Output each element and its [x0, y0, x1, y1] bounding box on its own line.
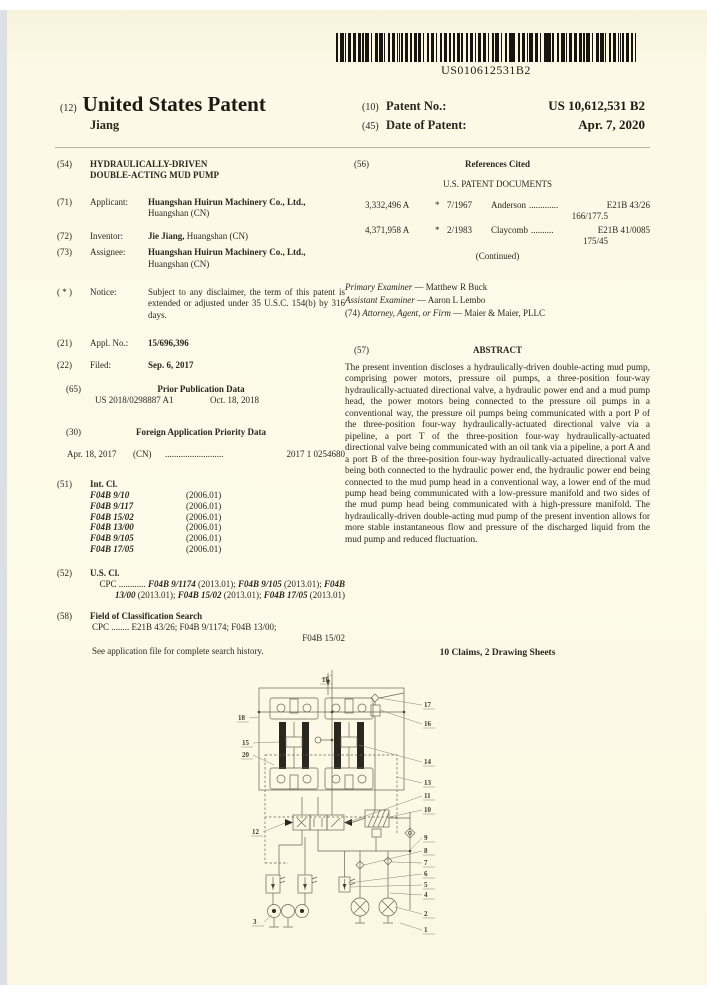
reference-row: [345, 225, 650, 248]
foreign-priority-entry: [67, 449, 345, 460]
publication-number: US 2018/0298887 A1: [95, 394, 174, 405]
ref-star: *: [435, 225, 440, 235]
reference-line1: [345, 200, 650, 211]
assignee-location: Huangshan (CN): [148, 258, 210, 269]
patent-date-row: [362, 116, 645, 135]
field-code: (72): [57, 231, 72, 242]
ref-date: 2/1983: [447, 225, 473, 235]
assistant-examiner-value: — Aaron L Lembo: [417, 295, 486, 305]
int-cl-entry: [90, 501, 345, 512]
field-code: (74): [345, 308, 360, 318]
field-code: (56): [354, 159, 369, 169]
notice-label: Notice:: [90, 287, 117, 298]
int-cl-class: F04B 9/105: [90, 533, 134, 544]
masthead-left: [60, 92, 350, 133]
appl-no-value: 15/696,396: [148, 337, 189, 348]
int-cl-entry: [90, 490, 345, 501]
callout-10: 10: [424, 806, 431, 814]
barcode-bars-icon: [336, 33, 636, 62]
field-notice: [57, 287, 345, 321]
publication-date: Oct. 18, 2018: [210, 394, 259, 405]
int-cl-class: F04B 13/00: [90, 522, 134, 533]
priority-number: 2017 1 0254680: [286, 449, 345, 460]
primary-examiner-value: — Matthew R Buck: [414, 282, 488, 292]
barcode-text: US010612531B2: [441, 63, 531, 77]
patent-no-label: Patent No.:: [386, 99, 447, 113]
field-title: [57, 159, 345, 182]
foreign-priority-heading: Foreign Application Priority Data: [135, 427, 267, 438]
int-cl-entry: [90, 533, 345, 544]
field-code: (58): [57, 610, 72, 621]
fcs-line1: CPC ........ E21B 43/26; F04B 9/1174; F04B 13/00;: [92, 622, 277, 633]
priority-date: Apr. 18, 2017: [67, 449, 117, 460]
callout-6: 6: [424, 870, 428, 878]
callout-3: 3: [253, 918, 257, 926]
int-cl-entry: [90, 544, 345, 555]
ref-name: Claycomb: [491, 225, 528, 235]
int-cl-heading: Int. Cl.: [90, 478, 118, 489]
field-code: (30): [66, 427, 81, 438]
callout-17: 17: [424, 701, 431, 709]
ref-name: Anderson: [491, 200, 526, 210]
field-filed: [57, 360, 345, 371]
attorney-label: Attorney, Agent, or Firm: [362, 308, 451, 318]
priority-country: (CN): [133, 449, 152, 460]
ref-number: 3,332,496 A: [365, 200, 410, 210]
field-classification-search: [57, 611, 345, 657]
invention-title-line2: DOUBLE-ACTING MUD PUMP: [90, 170, 219, 181]
assistant-examiner-label: Assistant Examiner: [345, 295, 415, 305]
fcs-line2: F04B 15/02: [302, 633, 345, 644]
ref-subclass: 166/177.5: [571, 211, 608, 222]
applicant-name: Huangshan Huirun Machinery Co., Ltd.,: [148, 196, 306, 207]
field-code: (54): [57, 159, 72, 169]
date-code: (45): [362, 121, 379, 132]
callout-8: 8: [424, 847, 428, 855]
callout-16: 16: [424, 720, 431, 728]
filed-value: Sep. 6, 2017: [148, 360, 194, 371]
foreign-priority-heading-row: [57, 427, 345, 438]
patent-number-row: [362, 97, 645, 116]
fcs-see-note: See application file for complete search history.: [92, 645, 264, 656]
primary-examiner-label: Primary Examiner: [345, 282, 413, 292]
callout-18: 18: [238, 714, 245, 722]
int-cl-version: (2006.01): [186, 490, 222, 501]
callout-12: 12: [252, 828, 259, 836]
inventor-value: [148, 231, 345, 242]
examiners-block: [345, 281, 650, 320]
appl-no-label: Appl. No.:: [90, 337, 129, 348]
notice-text: Subject to any disclaimer, the term of this patent is extended or adjusted under 35 U.S.C. 154(b) by 316 days.: [148, 287, 345, 320]
prior-pub-heading-row: [57, 384, 345, 395]
int-cl-entry: [90, 522, 345, 533]
int-cl-class: F04B 15/02: [90, 511, 134, 522]
ref-star: *: [435, 200, 440, 210]
assistant-examiner-line: [345, 294, 650, 307]
int-cl-version: (2006.01): [186, 522, 222, 533]
inventor-surname: Jiang: [90, 118, 120, 132]
field-int-cl: [57, 479, 345, 555]
ref-subclass: 175/45: [582, 236, 608, 247]
field-assignee: [57, 247, 345, 270]
hydraulic-schematic: [222, 665, 487, 965]
leader-dots: ..........: [531, 225, 554, 235]
applicant-label: Applicant:: [90, 196, 128, 207]
int-cl-version: (2006.01): [186, 511, 222, 522]
field-code: (52): [57, 567, 72, 578]
patent-no-code: (10): [362, 102, 379, 113]
references-heading: References Cited: [464, 159, 531, 169]
drawing-figure: [222, 665, 487, 970]
assignee-name: Huangshan Huirun Machinery Co., Ltd.,: [148, 247, 306, 258]
field-code: (22): [57, 360, 72, 371]
abstract-heading-row: [345, 345, 650, 356]
date-value: Apr. 7, 2020: [578, 117, 645, 132]
ref-date: 7/1967: [447, 200, 473, 210]
int-cl-list: [90, 490, 345, 555]
int-cl-entry: [90, 512, 345, 523]
invention-title: [90, 159, 345, 182]
abstract-text: The present invention discloses a hydraulically-driven double-acting mud pump, comprising power motors, pressure oil pumps, a three-position four-way hydraulically-actuated directional valve, a hydraulic power end and a mud pump head, the power motors being connected to the pressure oil pumps in a conventional way, the pressure oil pumps being communicated with a port P of the three-position four-way hydraulically-actuated directional valve via a pipeline, a port T of the three-position four-way hydraulically-actuated directional valve being communicated with an oil tank via a pipeline, a port A and a port B of the three-position four-way hydraulically-actuated directional valve being both connected to the hydraulic power end, the hydraulic power end being connected to the mud pump head in a conventional way, a lower end of the mud pump head being communicated with a low-pressure manifold and two sides of the mud pump head being communicated with a high-pressure manifold. The hydraulically-driven double-acting mud pump of the present invention allows for more stable instantaneous flow and pressure of the discharged liquid from the mud pump and reduced fluctuation.: [345, 363, 650, 545]
int-cl-heading-row: [57, 479, 345, 490]
bibliographic-column: [57, 159, 345, 657]
kind-code: (12): [60, 103, 77, 114]
document-type-title: United States Patent: [82, 92, 266, 116]
assignee-label: Assignee:: [90, 247, 126, 258]
primary-examiner-line: [345, 281, 650, 294]
prior-pub-entry: [95, 395, 345, 406]
callout-14: 14: [424, 758, 431, 766]
reference-row: [345, 200, 650, 223]
fcs-heading: Field of Classification Search: [90, 610, 203, 621]
field-us-cl: [57, 568, 345, 602]
callout-9: 9: [424, 834, 428, 842]
field-appl-no: [57, 338, 345, 349]
patent-no-value: US 10,612,531 B2: [548, 98, 645, 113]
int-cl-version: (2006.01): [186, 500, 222, 511]
field-code: ( * ): [57, 287, 72, 298]
references-heading-row: [345, 159, 650, 170]
int-cl-class: F04B 9/117: [90, 500, 134, 511]
callout-4: 4: [424, 891, 428, 899]
masthead-divider: [55, 147, 650, 148]
field-code: (71): [57, 196, 72, 207]
cpc-classification-text: CPC ............ F04B 9/1174 (2013.01); F04B 9/105 (2013.01); F04B 13/00 (2013.01); F04B 15/02 (2013.01); F04B 17/05 (2013.01): [99, 579, 345, 601]
field-applicant: [57, 197, 345, 220]
field-code: (21): [57, 337, 72, 348]
int-cl-version: (2006.01): [186, 533, 222, 544]
callout-20: 20: [242, 751, 249, 759]
callout-11: 11: [424, 792, 431, 800]
callout-2: 2: [424, 910, 428, 918]
field-code: (51): [57, 478, 72, 489]
inventor-location: Huangshan (CN): [184, 231, 249, 242]
page-left-edge: [0, 10, 7, 985]
references-continued-note: (Continued): [475, 251, 520, 261]
fcs-heading-row: [57, 611, 345, 622]
us-cl-heading: U.S. Cl.: [90, 567, 120, 578]
inventor-name: Jie Jiang,: [148, 231, 185, 242]
ref-number: 4,371,958 A: [365, 225, 410, 235]
field-inventor: [57, 231, 345, 242]
callout-15: 15: [242, 739, 249, 747]
abstract-heading: ABSTRACT: [472, 345, 522, 355]
masthead-right: [362, 97, 645, 135]
us-cl-heading-row: [57, 568, 345, 579]
leader-dots: .............: [529, 200, 559, 210]
int-cl-class: F04B 9/10: [90, 490, 130, 501]
reference-line1: [345, 225, 650, 236]
callout-19: 19: [322, 676, 329, 684]
leader-dots: ..........................: [165, 449, 224, 460]
invention-title-line1: HYDRAULICALLY-DRIVEN: [90, 159, 208, 169]
claims-drawing-sheets-line: 10 Claims, 2 Drawing Sheets: [439, 648, 556, 658]
attorney-value: — Maier & Maier, PLLC: [453, 308, 545, 318]
date-label: Date of Patent:: [386, 118, 467, 132]
attorney-line: [345, 307, 650, 320]
us-patent-documents-heading: U.S. PATENT DOCUMENTS: [442, 179, 553, 189]
field-prior-publication: [57, 384, 345, 407]
applicant-value: [148, 197, 345, 220]
callout-13: 13: [424, 779, 431, 787]
callout-7: 7: [424, 859, 428, 867]
inventor-label: Inventor:: [90, 231, 123, 242]
barcode: [330, 33, 642, 78]
assignee-value: [148, 247, 345, 270]
field-code: (73): [57, 247, 72, 258]
field-code: (57): [354, 345, 369, 355]
prior-pub-heading: Prior Publication Data: [157, 383, 245, 394]
callout-1: 1: [424, 926, 428, 934]
int-cl-class: F04B 17/05: [90, 544, 134, 555]
callout-5: 5: [424, 881, 428, 889]
field-code: (65): [66, 383, 81, 394]
ref-class: E21B 43/26: [606, 200, 650, 210]
figure-callouts: [238, 676, 432, 934]
applicant-location: Huangshan (CN): [148, 207, 210, 218]
ref-class: E21B 41/0085: [597, 225, 650, 235]
field-foreign-priority: [57, 427, 345, 461]
filed-label: Filed:: [90, 360, 112, 371]
int-cl-version: (2006.01): [186, 544, 222, 555]
